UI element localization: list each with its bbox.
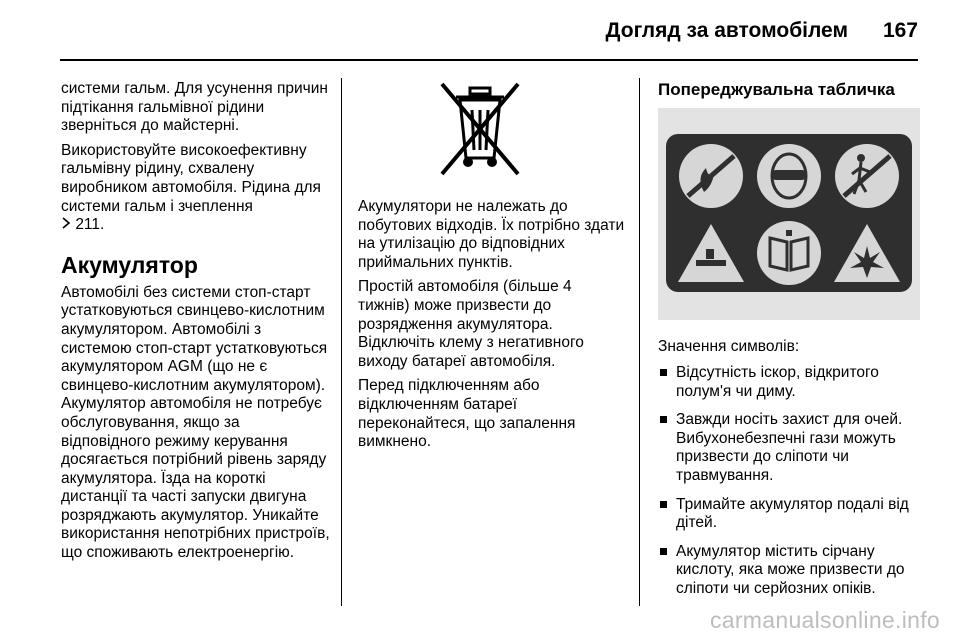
bullet-icon bbox=[660, 548, 667, 555]
list-item-text: Акумулятор містить сірчану кислоту, яка може призвести до сліпоти чи серйозних опіків. bbox=[676, 542, 905, 597]
symbols-list bbox=[658, 364, 923, 609]
warning-label-image bbox=[658, 108, 920, 320]
watermark: carmanualsonline.info bbox=[709, 607, 940, 633]
warning-label-plate bbox=[666, 134, 912, 292]
column-1 bbox=[61, 80, 331, 569]
paragraph-ignition: Перед підключенням або відключенням батареї переконайтеся, що запалення вимкнено. bbox=[358, 377, 576, 451]
page-title: Догляд за автомобілем bbox=[605, 19, 848, 42]
page-header bbox=[0, 0, 960, 60]
paragraph-battery: Автомобілі без системи стоп-старт устатковуються свинцево-кислотним акумулятором. Автомобілі з системою стоп-старт устатковуються акумулятором AGM (що не є свинцево-кислотним акумулятором). Акумулятор автомобіля не потребує обслуговування, якщо за відповідного режиму керування досягається потрібний рівень заряду акумулятора. Їзда на короткі дистанції та часті запуски двигуна розряджають акумулятор. Уникайте використання непотрібних пристроїв, що споживають електроенергію. bbox=[61, 283, 330, 562]
paragraph-disposal: Акумулятори не належать до побутових відходів. Їх потрібно здати на утилізацію до відповідних приймальних пунктів. bbox=[358, 198, 625, 271]
bullet-icon bbox=[660, 501, 667, 508]
crossed-out-bin-icon bbox=[432, 80, 527, 180]
bullet-icon bbox=[660, 369, 667, 376]
page-number: 167 bbox=[882, 19, 918, 42]
list-item-text: Тримайте акумулятор подалі від дітей. bbox=[676, 495, 909, 532]
warning-label-heading: Попереджувальна табличка bbox=[658, 80, 895, 99]
explosive-gas-icon bbox=[834, 224, 900, 282]
list-item bbox=[658, 496, 923, 533]
read-manual-icon bbox=[757, 221, 821, 285]
paragraph-idle: Простій автомобіля (більше 4 тижнів) може призвести до розрядження акумулятора. Відключіть клему з негативного виходу батареї автомобіля. bbox=[358, 278, 584, 370]
list-item-text: Завжди носіть захист для очей. Вибухонебезпечні гази можуть призвести до сліпоти чи травмування. bbox=[676, 411, 903, 484]
column-3 bbox=[658, 80, 920, 100]
acid-warning-icon bbox=[678, 224, 744, 282]
eye-protection-icon bbox=[757, 144, 821, 208]
header-rule bbox=[60, 59, 918, 61]
no-flame-icon bbox=[679, 144, 743, 208]
paragraph-brake-leak: системи гальм. Для усунення причин підтікання гальмівної рідини зверніться до майстерні. bbox=[61, 80, 328, 135]
column-divider-left bbox=[341, 78, 342, 606]
reference-page[interactable]: 211. bbox=[75, 216, 105, 234]
bullet-icon bbox=[660, 416, 667, 423]
column-divider-right bbox=[639, 78, 640, 606]
paragraph-brake-fluid bbox=[61, 142, 331, 235]
list-item bbox=[658, 543, 923, 599]
column-2 bbox=[358, 198, 626, 458]
reference-arrow-icon[interactable] bbox=[61, 216, 71, 235]
list-item-text: Відсутність іскор, відкритого полум'я чи диму. bbox=[676, 364, 879, 400]
keep-away-children-icon bbox=[835, 144, 899, 208]
list-item bbox=[658, 411, 923, 485]
section-title-battery: Акумулятор bbox=[61, 251, 198, 278]
brake-fluid-text: Використовуйте високоефективну гальмівну рідину, схвалену виробником автомобіля. Рідина для системи гальм і зчеплення bbox=[61, 141, 321, 215]
list-item bbox=[658, 364, 923, 401]
symbols-intro: Значення символів: bbox=[658, 338, 800, 355]
